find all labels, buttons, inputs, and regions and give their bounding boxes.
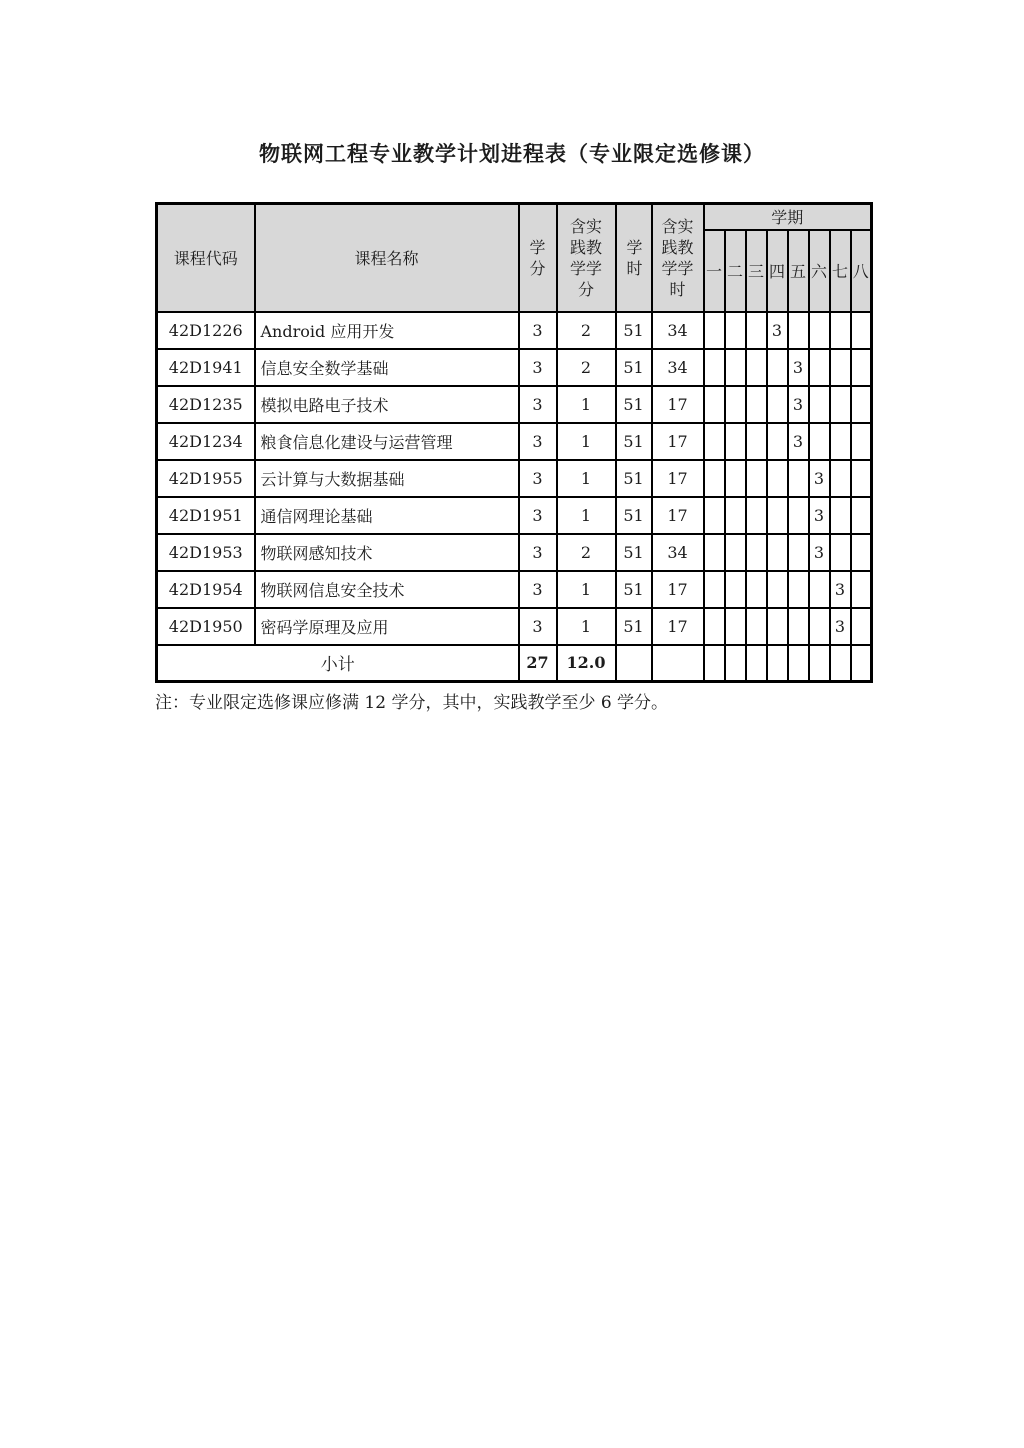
header-semester-8: 八 — [851, 230, 872, 312]
semester-3-cell — [746, 386, 767, 423]
semester-5-cell — [788, 460, 809, 497]
course-table-wrap — [155, 202, 873, 683]
course-code-cell: 42D1941 — [157, 349, 255, 386]
hours-cell: 51 — [616, 497, 652, 534]
semester-4-cell — [767, 497, 788, 534]
credits-cell: 3 — [519, 386, 557, 423]
semester-8-cell — [851, 312, 872, 349]
semester-2-cell — [725, 534, 746, 571]
subtotal-semester-4-cell — [767, 645, 788, 682]
table-row — [157, 460, 872, 497]
table-row — [157, 386, 872, 423]
semester-5-cell — [788, 571, 809, 608]
semester-4-cell — [767, 423, 788, 460]
semester-5-cell — [788, 534, 809, 571]
practice-credits-cell: 1 — [557, 460, 616, 497]
header-course-name: 课程名称 — [255, 204, 519, 312]
table-row — [157, 497, 872, 534]
practice-credits-cell: 2 — [557, 349, 616, 386]
subtotal-semester-2-cell — [725, 645, 746, 682]
credits-cell: 3 — [519, 571, 557, 608]
semester-1-cell — [704, 386, 725, 423]
course-name-cell: 物联网感知技术 — [255, 534, 519, 571]
header-practice-credits: 含实践教学学分 — [557, 204, 616, 312]
semester-4-cell — [767, 386, 788, 423]
subtotal-semester-7-cell — [830, 645, 851, 682]
semester-1-cell — [704, 349, 725, 386]
course-name-cell: 物联网信息安全技术 — [255, 571, 519, 608]
semester-6-cell — [809, 386, 830, 423]
semester-3-cell — [746, 497, 767, 534]
practice-hours-cell: 17 — [652, 571, 704, 608]
semester-3-cell — [746, 349, 767, 386]
semester-1-cell — [704, 608, 725, 645]
subtotal-credits: 27 — [519, 645, 557, 682]
course-code-cell: 42D1951 — [157, 497, 255, 534]
semester-6-cell — [809, 571, 830, 608]
practice-hours-cell: 17 — [652, 460, 704, 497]
semester-7-cell: 3 — [830, 571, 851, 608]
credits-cell: 3 — [519, 497, 557, 534]
hours-cell: 51 — [616, 608, 652, 645]
semester-4-cell — [767, 608, 788, 645]
subtotal-practice-hours — [652, 645, 704, 682]
semester-3-cell — [746, 534, 767, 571]
semester-5-cell — [788, 497, 809, 534]
table-row — [157, 608, 872, 645]
subtotal-semester-8-cell — [851, 645, 872, 682]
semester-2-cell — [725, 571, 746, 608]
semester-3-cell — [746, 423, 767, 460]
header-semester-2: 二 — [725, 230, 746, 312]
semester-2-cell — [725, 423, 746, 460]
practice-credits-cell: 1 — [557, 571, 616, 608]
practice-credits-cell: 1 — [557, 386, 616, 423]
semester-6-cell: 3 — [809, 460, 830, 497]
semester-5-cell: 3 — [788, 423, 809, 460]
course-name-cell: Android 应用开发 — [255, 312, 519, 349]
hours-cell: 51 — [616, 349, 652, 386]
semester-6-cell: 3 — [809, 497, 830, 534]
practice-credits-cell: 1 — [557, 423, 616, 460]
course-name-cell: 粮食信息化建设与运营管理 — [255, 423, 519, 460]
practice-credits-cell: 2 — [557, 534, 616, 571]
course-code-cell: 42D1955 — [157, 460, 255, 497]
semester-2-cell — [725, 386, 746, 423]
header-semester-5: 五 — [788, 230, 809, 312]
semester-4-cell — [767, 571, 788, 608]
semester-3-cell — [746, 312, 767, 349]
semester-6-cell — [809, 312, 830, 349]
table-row — [157, 312, 872, 349]
semester-2-cell — [725, 497, 746, 534]
semester-7-cell — [830, 312, 851, 349]
semester-1-cell — [704, 497, 725, 534]
semester-1-cell — [704, 534, 725, 571]
credits-cell: 3 — [519, 312, 557, 349]
semester-5-cell — [788, 312, 809, 349]
header-semester-6: 六 — [809, 230, 830, 312]
credits-cell: 3 — [519, 460, 557, 497]
subtotal-semester-5-cell — [788, 645, 809, 682]
semester-1-cell — [704, 312, 725, 349]
practice-hours-cell: 17 — [652, 386, 704, 423]
subtotal-label: 小计 — [157, 645, 519, 682]
subtotal-semester-3-cell — [746, 645, 767, 682]
semester-7-cell — [830, 386, 851, 423]
semester-1-cell — [704, 423, 725, 460]
practice-credits-cell: 2 — [557, 312, 616, 349]
subtotal-hours — [616, 645, 652, 682]
subtotal-semester-6-cell — [809, 645, 830, 682]
credits-cell: 3 — [519, 608, 557, 645]
semester-8-cell — [851, 571, 872, 608]
table-row — [157, 534, 872, 571]
semester-3-cell — [746, 608, 767, 645]
semester-6-cell: 3 — [809, 534, 830, 571]
practice-hours-cell: 17 — [652, 423, 704, 460]
semester-4-cell — [767, 534, 788, 571]
course-code-cell: 42D1950 — [157, 608, 255, 645]
semester-1-cell — [704, 460, 725, 497]
hours-cell: 51 — [616, 460, 652, 497]
semester-4-cell — [767, 349, 788, 386]
course-code-cell: 42D1235 — [157, 386, 255, 423]
course-table — [155, 202, 873, 683]
header-practice-hours: 含实践教学学时 — [652, 204, 704, 312]
table-row — [157, 423, 872, 460]
semester-3-cell — [746, 571, 767, 608]
subtotal-row — [157, 645, 872, 682]
semester-6-cell — [809, 423, 830, 460]
semester-1-cell — [704, 571, 725, 608]
subtotal-semester-1-cell — [704, 645, 725, 682]
practice-hours-cell: 34 — [652, 534, 704, 571]
course-name-cell: 云计算与大数据基础 — [255, 460, 519, 497]
semester-8-cell — [851, 534, 872, 571]
semester-7-cell: 3 — [830, 608, 851, 645]
semester-8-cell — [851, 349, 872, 386]
hours-cell: 51 — [616, 386, 652, 423]
table-row — [157, 349, 872, 386]
practice-hours-cell: 34 — [652, 349, 704, 386]
semester-7-cell — [830, 534, 851, 571]
semester-8-cell — [851, 608, 872, 645]
header-semester: 学期 — [704, 204, 872, 230]
credits-cell: 3 — [519, 349, 557, 386]
course-code-cell: 42D1234 — [157, 423, 255, 460]
practice-credits-cell: 1 — [557, 608, 616, 645]
practice-hours-cell: 17 — [652, 608, 704, 645]
course-name-cell: 模拟电路电子技术 — [255, 386, 519, 423]
header-hours: 学时 — [616, 204, 652, 312]
semester-8-cell — [851, 423, 872, 460]
semester-6-cell — [809, 608, 830, 645]
table-row — [157, 571, 872, 608]
hours-cell: 51 — [616, 312, 652, 349]
course-code-cell: 42D1953 — [157, 534, 255, 571]
semester-7-cell — [830, 460, 851, 497]
page-title: 物联网工程专业教学计划进程表（专业限定选修课） — [259, 141, 765, 166]
footnote: 注：专业限定选修课应修满 12 学分，其中，实践教学至少 6 学分。 — [155, 693, 669, 713]
hours-cell: 51 — [616, 571, 652, 608]
practice-hours-cell: 17 — [652, 497, 704, 534]
semester-7-cell — [830, 423, 851, 460]
practice-hours-cell: 34 — [652, 312, 704, 349]
semester-2-cell — [725, 349, 746, 386]
semester-5-cell — [788, 608, 809, 645]
course-code-cell: 42D1226 — [157, 312, 255, 349]
semester-2-cell — [725, 460, 746, 497]
semester-2-cell — [725, 312, 746, 349]
course-name-cell: 密码学原理及应用 — [255, 608, 519, 645]
header-credits: 学分 — [519, 204, 557, 312]
header-course-code: 课程代码 — [157, 204, 255, 312]
semester-7-cell — [830, 349, 851, 386]
course-code-cell: 42D1954 — [157, 571, 255, 608]
semester-6-cell — [809, 349, 830, 386]
header-semester-4: 四 — [767, 230, 788, 312]
semester-8-cell — [851, 386, 872, 423]
semester-4-cell: 3 — [767, 312, 788, 349]
semester-5-cell: 3 — [788, 349, 809, 386]
semester-3-cell — [746, 460, 767, 497]
practice-credits-cell: 1 — [557, 497, 616, 534]
credits-cell: 3 — [519, 534, 557, 571]
semester-8-cell — [851, 460, 872, 497]
semester-2-cell — [725, 608, 746, 645]
semester-4-cell — [767, 460, 788, 497]
course-name-cell: 通信网理论基础 — [255, 497, 519, 534]
header-semester-7: 七 — [830, 230, 851, 312]
header-row-main — [157, 204, 872, 230]
semester-8-cell — [851, 497, 872, 534]
header-semester-3: 三 — [746, 230, 767, 312]
semester-7-cell — [830, 497, 851, 534]
subtotal-practice-credits: 12.0 — [557, 645, 616, 682]
hours-cell: 51 — [616, 534, 652, 571]
credits-cell: 3 — [519, 423, 557, 460]
course-name-cell: 信息安全数学基础 — [255, 349, 519, 386]
header-semester-1: 一 — [704, 230, 725, 312]
semester-5-cell: 3 — [788, 386, 809, 423]
hours-cell: 51 — [616, 423, 652, 460]
